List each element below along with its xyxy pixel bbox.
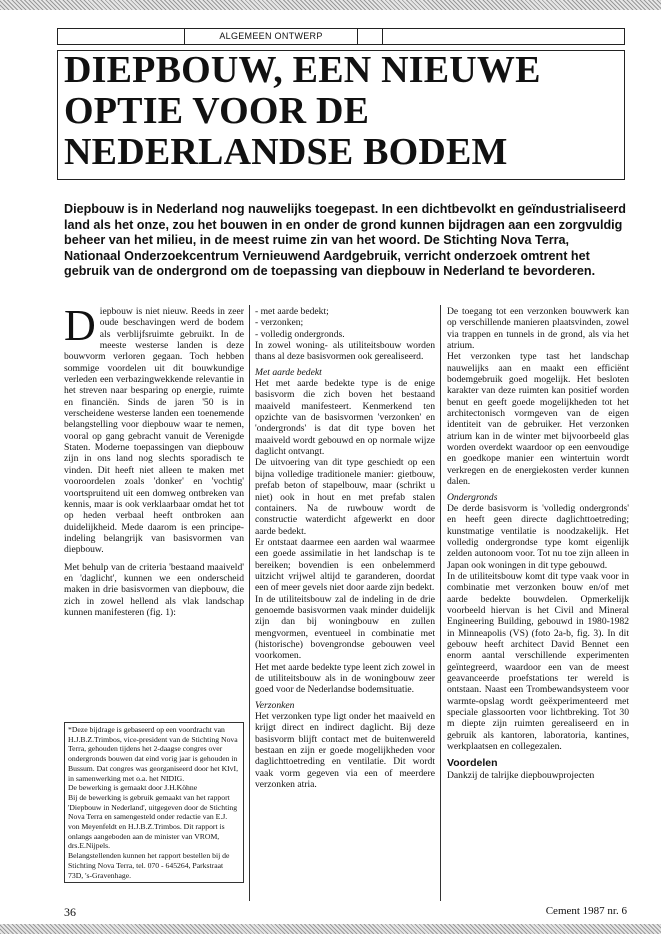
- paragraph: Met behulp van de criteria 'bestaand maaiveld' en 'daglicht', kunnen we een onderscheid maken in drie basisvormen van diepbouw, die zich in zowel hellend als vlak landschap kunnen manifesteren (fig. 1):: [64, 561, 244, 618]
- column-3: [447, 306, 629, 781]
- footnote-text: Belangstellenden kunnen het rapport bestellen bij de Stichting Nova Terra, tel. 070 - 645264, Parkstraat 73D, 's-Gravenhage.: [68, 851, 230, 880]
- footnote-box: [64, 722, 244, 883]
- article-intro: Diepbouw is in Nederland nog nauwelijks toegepast. In een dichtbevolkt en geïndustrialiseerd land als het onze, zou het bouwen in en onder de grond kunnen bijdragen aan een zorgvuldig beheer van het milieu, in de meest ruime zin van het woord. De Stichting Nova Terra, Nationaal Onderzoekcentrum Vernieuwend Aardgebruik, verricht onderzoek omtrent het gebruik van de ondergrond om de toepassing van diepbouw in Nederland te bevorderen.: [64, 202, 626, 279]
- subheading-bold: Voordelen: [447, 757, 498, 770]
- paragraph: Dankzij de talrijke diepbouwprojecten: [447, 769, 595, 781]
- subheading: Verzonken: [255, 699, 295, 711]
- section-header-bar: [57, 28, 625, 45]
- paragraph-text: iepbouw is niet nieuw. Reeds in zeer oude beschavingen werd de bodem als verblijfsruimte gebruikt. In de meeste westerse landen is deze bouwvorm verloren gegaan. Toch hebben sommige voordelen uit dit bouwkundige verleden een verbazingwekkende relevantie in het streven naar besparing op energie, ruimte en financiën. Sinds de jaren '50 is in verscheidene westerse landen een toenemende belangstelling voor diepbouw waar te nemen, vooral op gang gebracht vanuit de Verenigde Staten. Moderne toepassingen van diepbouw zijn in ons land nog slechts sporadisch te vinden. Dit heeft niet alleen te maken met vooroordelen zoals 'donker' en 'vochtig' voortspruitend uit een domweg ontbreken van kennis, maar is ook verklaarbaar omdat het tot op heden verbaal heeft ontbroken aan duidelijkheid. Mede daarom is een principe-indeling belangrijk van basisvormen van diepbouw.: [64, 306, 244, 556]
- paragraph: De uitvoering van dit type geschiedt op een bijna volledige traditionele manier: gietbouw, prefab beton of stapelbouw, maar (schrikt u niet) ook in hout en met prefab stalen containers. Na de ruwbouw wordt de constructie waterdicht afgewerkt en door aarde bedekt.: [255, 457, 435, 537]
- paragraph: De toegang tot een verzonken bouwwerk kan op verschillende manieren plaatsvinden, zowel via trappen en tunnels in de grond, als via het atrium.: [447, 306, 629, 352]
- column-1: [64, 301, 244, 618]
- paragraph: Het met aarde bedekte type leent zich zowel in de utiliteitsbouw als in de woningbouw zeer goed voor de Nederlandse bodemsituatie.: [255, 661, 435, 696]
- paragraph: In de utiliteitsbouw zal de indeling in de drie genoemde basisvormen vaak minder duidelijk zijn dan bij woningbouw en zullen mengvormen, eventueel in combinatie met (historische) bovengrondse gebouwen veel voorkomen.: [255, 593, 435, 662]
- list-item: - verzonken;: [255, 317, 304, 329]
- subheading: Met aarde bedekt: [255, 366, 322, 378]
- list-item: - met aarde bedekt;: [255, 306, 329, 317]
- footnote-text: Bij de bewerking is gebruik gemaakt van het rapport 'Diepbouw in Nederland', uitgegeven door de Stichting Nova Terra en samengesteld onder redactie van E.J. von Meyenfeldt en H.J.B.Z.Trimbos. Dit rapport is onlangs aangeboden aan de minister van VROM, drs.E.Nijpels.: [68, 792, 238, 851]
- paragraph: Er ontstaat daarmee een aarden wal waarmee een goede assimilatie in het landschap is te bereiken; bovendien is een onbelemmerd uitzicht vrijwel altijd te garanderen, doordat een of meer gevels niet door aarde zijn bedekt.: [255, 536, 435, 594]
- paragraph: Het verzonken type tast het landschap nauwelijks aan en maakt een efficiënt bodemgebruik goed mogelijk. Het besloten karakter van deze ruimten kan positief worden benut en geeft goede mogelijkheden tot het architectonisch vormgeven van de eigen identiteit van de gebruiker. Het verzonken atrium kan in de winter met bijvoorbeeld glas worden overdekt waardoor op een eenvoudige en goedkope manier een wintertuin wordt verkregen en de energiekosten verder kunnen dalen.: [447, 351, 629, 488]
- paragraph: De derde basisvorm is 'volledig ondergronds' en heeft geen directe daglichttoetreding; kunstmatige ventilatie is noodzakelijk. Het volledig ondergrondse type komt eigenlijk zelden autonoom voor. Tot nu toe zijn alleen in Japan ook woningen in dit type gebouwd.: [447, 502, 629, 571]
- top-hatch-border: [0, 0, 661, 10]
- header-divider: [382, 29, 383, 44]
- paragraph: In zowel woning- als utiliteitsbouw worden thans al deze basisvormen ook gerealiseerd.: [255, 340, 435, 363]
- article-title: DIEPBOUW, EEN NIEUWE OPTIE VOOR DE NEDERLANDSE BODEM: [64, 49, 541, 173]
- footnote-text: De bewerking is gemaakt door J.H.Köhne: [68, 783, 198, 793]
- paragraph: Het met aarde bedekte type is de enige basisvorm die zich boven het bestaand maaiveld manifesteert. Kenmerkend ten opzichte van de basisvormen 'verzonken' en 'ondergronds' is dat dit type boven het maaiveld wordt gebouwd en op normale wijze daglicht ontvangt.: [255, 378, 435, 458]
- paragraph: Het verzonken type ligt onder het maaiveld en krijgt direct en indirect daglicht. Bij deze basisvorm blijft contact met de buitenwereld bestaan en zijn er goede mogelijkheden voor daglichttoetreding en ventilatie. Dit wordt vaak vorm gegeven via een of meerdere verzonken atria.: [255, 711, 435, 791]
- paragraph: In de utiliteitsbouw komt dit type vaak voor in combinatie met verzonken bouw en/of met aarde bedekte bouwdelen. Opmerkelijk voorbeeld hiervan is het Civil and Mineral Engineering Building, gebouwd in 1980-1982 in Minneapolis (VS) (foto 2a-b, fig. 3). In dit gebouw heeft architect David Bennet een enorm aantal verschillende experimenten geïntegreerd, waardoor een van de meest geavanceerde proefstations ter wereld is ontstaan. Naast een Trombewandsysteem voor warmte-opslag wordt geëxperimenteerd met speciale glassoorten voor lichtbreking. Tot 30 m diepte zijn ruimten gerealiseerd en in gebruik als kantoren, laboratoria, kantines, werkplaatsen en collegezalen.: [447, 570, 629, 753]
- column-divider: [440, 305, 441, 901]
- column-2: [255, 306, 435, 790]
- paragraph: [64, 301, 244, 556]
- page-number: 36: [64, 905, 76, 919]
- section-label: ALGEMEEN ONTWERP: [184, 29, 358, 44]
- subheading: Ondergronds: [447, 491, 498, 503]
- footnote-text: *Deze bijdrage is gebaseerd op een voordracht van H.J.B.Z.Trimbos, vice-president van de Stichting Nova Terra, gehouden tijdens het 2-daagse congres over ondergronds bouwen dat eind vorig jaar is gehouden in Bussum. Dat congres was georganiseerd door het KIvI, in samenwerking met o.a. het NIDIG.: [68, 725, 239, 783]
- bottom-hatch-border: [0, 924, 661, 934]
- issue-label: Cement 1987 nr. 6: [545, 905, 627, 917]
- drop-cap: D: [64, 301, 96, 350]
- column-divider: [249, 305, 250, 901]
- list-item: - volledig ondergronds.: [255, 328, 345, 340]
